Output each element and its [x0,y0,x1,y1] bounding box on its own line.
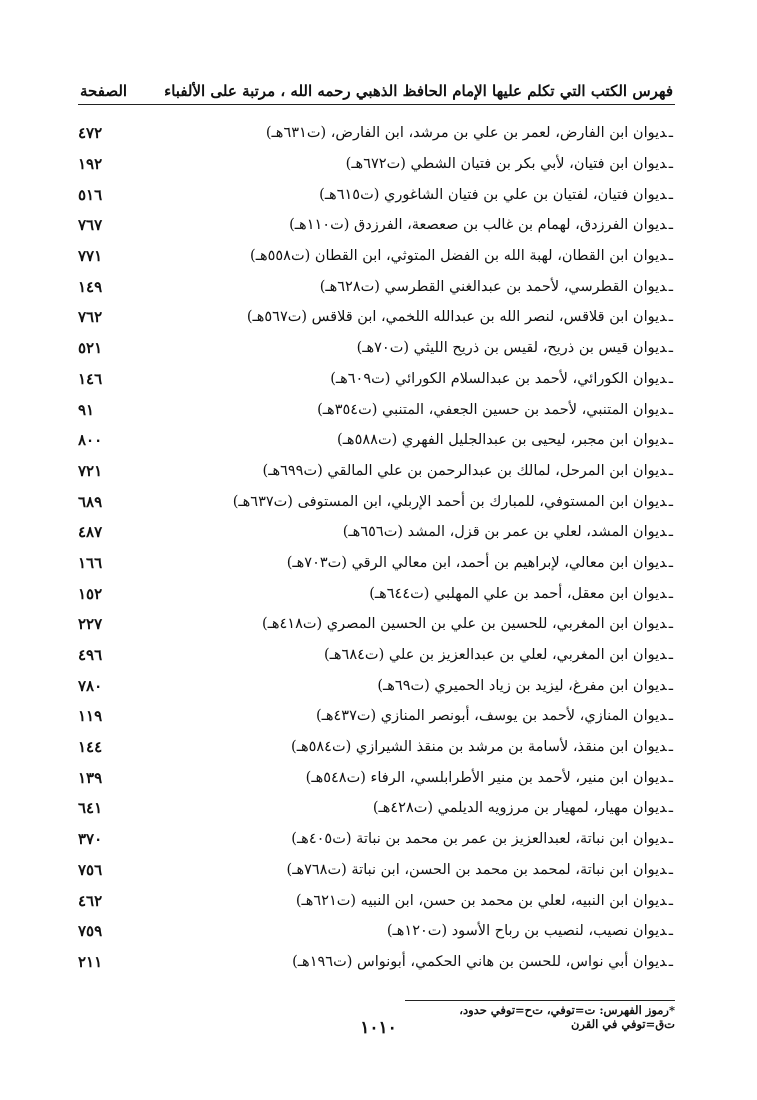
entry-text [330,371,675,387]
entry-page-number: ٥٢١ [78,339,103,358]
entry-dash: ـ [668,401,673,418]
entry-dash: ـ [668,616,673,633]
index-entry [78,855,675,886]
entry-title: ديوان ابن قلاقس، لنصر الله بن عبدالله اللخمي، ابن قلاقس (ت٥٦٧هـ) [246,309,667,326]
entry-text [324,647,675,663]
index-entry [78,179,675,210]
entry-page-number: ٧٥٩ [78,922,103,941]
entry-dash: ـ [668,125,673,142]
entry-page-number: ٧٧١ [78,247,103,266]
entry-dash: ـ [668,248,673,265]
entry-title: ديوان مهيار، لمهيار بن مرزويه الديلمي (ت٤٢٨هـ) [372,800,667,817]
index-entry [78,578,675,609]
entry-text [387,923,675,939]
entry-title: ديوان المنازي، لأحمد بن يوسف، أبونصر المنازي (ت٤٣٧هـ) [315,708,667,725]
entry-text [250,248,675,264]
entry-title: ديوان فتيان، لفتيان بن علي بن فتيان الشاغوري (ت٦١٥هـ) [319,186,667,203]
entry-text [247,309,675,325]
entry-title: ديوان ابن منقذ، لأسامة بن مرشد بن منقذ الشيرازي (ت٥٨٤هـ) [291,739,667,756]
entry-page-number: ٤٩٦ [78,646,103,665]
entry-dash: ـ [668,647,673,664]
footnote: *رموز الفهرس: ت=توفي، ت‌ح=توفي حدود، ت‌ق=توفي في القرن [405,1000,675,1031]
index-entry [78,302,675,333]
entry-text [373,800,675,816]
index-list [78,118,675,977]
entry-title: ديوان ابن القطان، لهبة الله بن الفضل المتوثي، ابن القطان (ت٥٥٨هـ) [250,248,667,265]
index-entry [78,364,675,395]
entry-text [292,954,675,970]
entry-title: ديوان الفرزدق، لهمام بن غالب بن صعصعة، الفرزدق (ت١١٠هـ) [289,217,667,234]
entry-title: ديوان ابن المغربي، للحسين بن علي بن الحسين المصري (ت٤١٨هـ) [261,616,667,633]
entry-title: ديوان الكورائي، لأحمد بن عبدالسلام الكورائي (ت٦٠٩هـ) [330,370,667,387]
entry-page-number: ٧٨٠ [78,676,103,695]
entry-title: ديوان القطرسي، لأحمد بن عبدالغني القطرسي (ت٦٢٨هـ) [319,278,667,295]
entry-dash: ـ [668,493,673,510]
page-number: ١٠١٠ [360,1018,397,1038]
entry-dash: ـ [668,186,673,203]
entry-text [291,739,675,755]
entry-dash: ـ [668,309,673,326]
entry-title: ديوان المتنبي، لأحمد بن حسين الجعفي، المتنبي (ت٣٥٤هـ) [317,401,667,418]
index-entry [78,916,675,947]
entry-dash: ـ [668,432,673,449]
entry-dash: ـ [668,800,673,817]
entry-title: ديوان ابن المرحل، لمالك بن عبدالرحمن بن علي المالقي (ت٦٩٩هـ) [262,462,667,479]
entry-text [291,831,675,847]
index-entry [78,394,675,425]
entry-text [233,494,675,510]
index-entry [78,210,675,241]
entry-page-number: ٧٢١ [78,461,103,480]
entry-dash: ـ [668,278,673,295]
index-entry [78,762,675,793]
entry-page-number: ٦٨٩ [78,492,103,511]
entry-page-number: ١٤٦ [78,369,103,388]
index-entry [78,640,675,671]
entry-text [337,432,675,448]
entry-page-number: ١٤٩ [78,277,103,296]
index-entry [78,271,675,302]
index-entry [78,701,675,732]
entry-title: ديوان ابن معالي، لإبراهيم بن أحمد، ابن معالي الرقي (ت٧٠٣هـ) [286,554,667,571]
entry-text [317,402,675,418]
entry-page-number: ٣٧٠ [78,830,103,849]
index-entry [78,793,675,824]
entry-page-number: ٢١١ [78,952,103,971]
entry-text [320,279,675,295]
entry-page-number: ٢٢٧ [78,615,103,634]
entry-title: ديوان ابن مفرغ، ليزيد بن زياد الحميري (ت٦٩هـ) [377,677,667,694]
index-entry [78,670,675,701]
entry-title: ديوان قيس بن ذريح، لقيس بن ذريح الليثي (ت٧٠هـ) [356,340,667,357]
index-entry [78,824,675,855]
entry-text [316,708,675,724]
entry-page-number: ٧٦٧ [78,216,103,235]
index-entry [78,486,675,517]
entry-page-number: ٦٤١ [78,799,103,818]
entry-page-number: ٨٠٠ [78,431,103,450]
entry-page-number: ١٣٩ [78,768,103,787]
entry-dash: ـ [668,156,673,173]
entry-title: ديوان ابن مجبر، ليحيى بن عبدالجليل الفهري (ت٥٨٨هـ) [337,432,667,449]
entry-page-number: ٧٦٢ [78,308,103,327]
entry-dash: ـ [668,923,673,940]
entry-page-number: ٩١ [78,400,95,419]
entry-title: ديوان ابن معقل، أحمد بن علي المهلبي (ت٦٤٤هـ) [369,585,667,602]
entry-title: ديوان أبي نواس، للحسن بن هاني الحكمي، أبونواس (ت١٩٦هـ) [292,953,667,970]
entry-title: ديوان ابن النبيه، لعلي بن محمد بن حسن، ابن النبيه (ت٦٢١هـ) [295,892,667,909]
index-entry [78,609,675,640]
index-entry [78,732,675,763]
entry-dash: ـ [668,677,673,694]
entry-text [287,555,675,571]
entry-page-number: ٤٦٢ [78,891,103,910]
entry-dash: ـ [668,554,673,571]
entry-text [357,340,675,356]
entry-page-number: ١٦٦ [78,553,103,572]
entry-title: ديوان المشد، لعلي بن عمر بن قزل، المشد (ت٦٥٦هـ) [342,524,667,541]
entry-text [319,187,675,203]
entry-page-number: ٧٥٦ [78,860,103,879]
index-entry [78,456,675,487]
entry-text [369,586,675,602]
entry-text [289,217,675,233]
entry-text [346,156,675,172]
document-page [78,0,675,1100]
index-entry [78,333,675,364]
entry-title: ديوان ابن الفارض، لعمر بن علي بن مرشد، ابن الفارض، (ت٦٣١هـ) [265,125,667,142]
index-entry [78,118,675,149]
entry-dash: ـ [668,370,673,387]
entry-text [262,616,675,632]
entry-title: ديوان ابن منير، لأحمد بن منير الأطرابلسي، الرفاء (ت٥٤٨هـ) [305,769,667,786]
index-entry [78,947,675,978]
entry-dash: ـ [668,953,673,970]
entry-title: ديوان ابن المستوفي، للمبارك بن أحمد الإربلي، ابن المستوفى (ت٦٣٧هـ) [232,493,667,510]
entry-page-number: ١٥٢ [78,584,103,603]
index-entry [78,149,675,180]
entry-page-number: ١٩٢ [78,155,103,174]
entry-text [377,678,675,694]
entry-title: ديوان ابن نباتة، لمحمد بن محمد بن الحسن، ابن نباتة (ت٧٦٨هـ) [286,861,667,878]
entry-dash: ـ [668,585,673,602]
running-header [78,74,675,105]
entry-dash: ـ [668,708,673,725]
entry-text [263,463,675,479]
entry-page-number: ١٤٤ [78,738,103,757]
entry-dash: ـ [668,340,673,357]
entry-text [343,524,675,540]
entry-text [296,893,675,909]
page-column-label: الصفحة [80,82,128,100]
entry-page-number: ١١٩ [78,707,103,726]
entry-dash: ـ [668,769,673,786]
entry-title: ديوان ابن فتيان، لأبي بكر بن فتيان الشطي (ت٦٧٢هـ) [345,156,667,173]
entry-dash: ـ [668,217,673,234]
entry-dash: ـ [668,524,673,541]
index-entry [78,241,675,272]
entry-dash: ـ [668,462,673,479]
index-entry [78,425,675,456]
entry-page-number: ٥١٦ [78,185,103,204]
entry-title: ديوان ابن المغربي، لعلي بن عبدالعزيز بن علي (ت٦٨٤هـ) [323,647,667,664]
index-entry [78,548,675,579]
entry-page-number: ٤٨٧ [78,523,103,542]
entry-text [287,862,675,878]
index-entry [78,517,675,548]
entry-title: ديوان ابن نباتة، لعبدالعزيز بن عمر بن محمد بن نباتة (ت٤٠٥هـ) [291,831,667,848]
entry-dash: ـ [668,739,673,756]
entry-dash: ـ [668,892,673,909]
entry-dash: ـ [668,831,673,848]
index-entry [78,885,675,916]
entry-text [266,125,675,141]
entry-dash: ـ [668,861,673,878]
header-title: فهرس الكتب التي تكلم عليها الإمام الحافظ الذهبي رحمه الله ، مرتبة على الألفباء [164,82,673,100]
entry-text [306,770,675,786]
entry-title: ديوان نصيب، لنصيب بن رباح الأسود (ت١٢٠هـ) [386,923,667,940]
entry-page-number: ٤٧٢ [78,124,103,143]
